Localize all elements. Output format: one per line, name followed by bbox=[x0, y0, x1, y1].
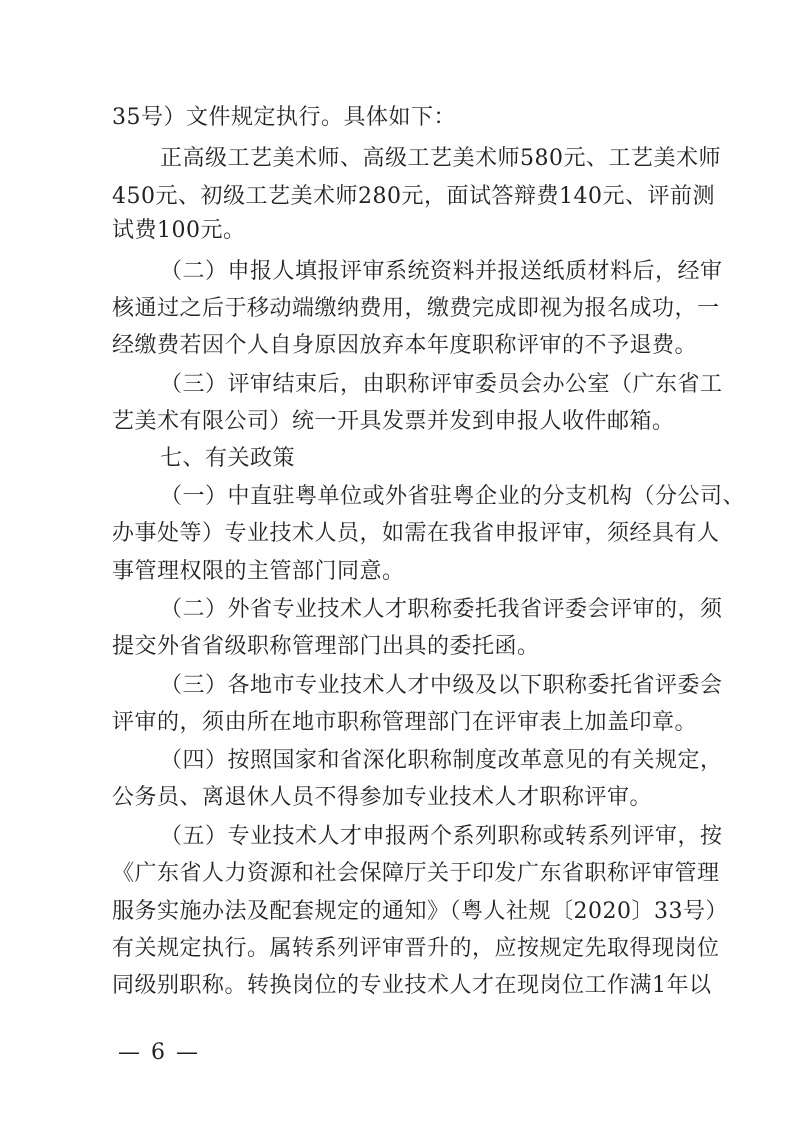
text-line: （二）申报人填报评审系统资料并报送纸质材料后，经审 bbox=[160, 259, 723, 284]
text-line: 试费100元。 bbox=[112, 218, 246, 243]
text-line: 艺美术有限公司）统一开具发票并发到申报人收件邮箱。 bbox=[112, 409, 675, 434]
text-line: 评审的，须由所在地市职称管理部门在评审表上加盖印章。 bbox=[112, 710, 698, 735]
text-line: （三）各地市专业技术人才中级及以下职称委托省评委会 bbox=[160, 673, 723, 698]
text-line: （二）外省专业技术人才职称委托我省评委会评审的，须 bbox=[160, 597, 723, 622]
text-line: 公务员、离退休人员不得参加专业技术人才职称评审。 bbox=[112, 785, 653, 810]
text-line: 办事处等）专业技术人员，如需在我省申报评审，须经具有人 bbox=[112, 521, 720, 546]
text-line: （四）按照国家和省深化职称制度改革意见的有关规定， bbox=[160, 748, 723, 773]
page-number: — 6 — bbox=[118, 1040, 200, 1065]
text-line: 提交外省省级职称管理部门出具的委托函。 bbox=[112, 634, 540, 659]
text-line: 35号）文件规定执行。具体如下： bbox=[112, 105, 456, 130]
text-line: 事管理权限的主管部门同意。 bbox=[112, 559, 405, 584]
text-line: 450元、初级工艺美术师280元，面试答辩费140元、评前测 bbox=[112, 184, 715, 209]
text-line: 核通过之后于移动端缴纳费用，缴费完成即视为报名成功，一 bbox=[112, 296, 720, 321]
text-line: （三）评审结束后，由职称评审委员会办公室（广东省工 bbox=[160, 372, 723, 397]
section-heading: 七、有关政策 bbox=[160, 446, 296, 471]
text-line: 有关规定执行。属转系列评审晋升的，应按规定先取得现岗位 bbox=[112, 936, 720, 961]
text-line: 服务实施办法及配套规定的通知》（粤人社规〔2020〕33号） bbox=[112, 899, 728, 924]
text-line: 经缴费若因个人自身原因放弃本年度职称评审的不予退费。 bbox=[112, 333, 698, 358]
text-line: （五）专业技术人才申报两个系列职称或转系列评审，按 bbox=[160, 824, 723, 849]
text-line: 同级别职称。转换岗位的专业技术人才在现岗位工作满1年以 bbox=[112, 973, 712, 998]
text-line: 正高级工艺美术师、高级工艺美术师580元、工艺美术师 bbox=[160, 146, 721, 171]
text-line: 《广东省人力资源和社会保障厅关于印发广东省职称评审管理 bbox=[112, 861, 720, 886]
text-line: （一）中直驻粤单位或外省驻粤企业的分支机构（分公司、 bbox=[160, 484, 746, 509]
